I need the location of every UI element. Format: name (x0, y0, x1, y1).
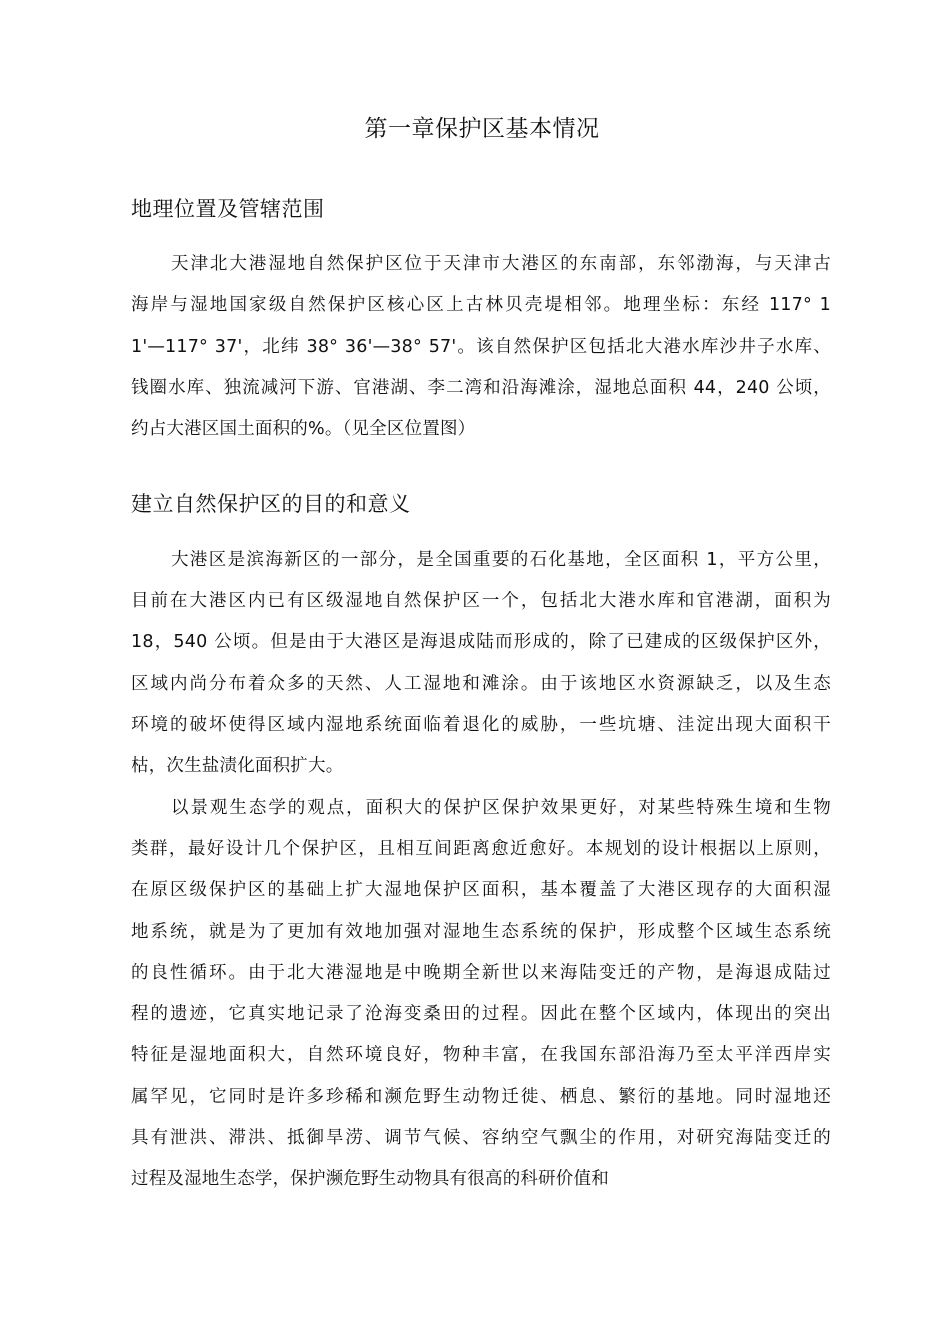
paragraph-line: 1'—117° 37'，北纬 38° 36'—38° 57'。该自然保护区包括北大港水库沙井子水库、 (131, 337, 831, 357)
paragraph-line: 以景观生态学的观点，面积大的保护区保护效果更好，对某些特殊生境和生物 (171, 798, 831, 818)
paragraph-line: 区域内尚分布着众多的天然、人工湿地和滩涂。由于该地区水资源缺乏，以及生态 (131, 674, 831, 694)
paragraph-line: 天津北大港湿地自然保护区位于天津市大港区的东南部，东邻渤海，与天津古 (171, 254, 831, 274)
paragraph-line: 枯，次生盐渍化面积扩大。 (131, 756, 344, 776)
paragraph-line: 类群，最好设计几个保护区，且相互间距离愈近愈好。本规划的设计根据以上原则， (131, 839, 831, 859)
paragraph-line: 18，540 公顷。但是由于大港区是海退成陆而形成的，除了已建成的区级保护区外， (131, 632, 831, 652)
paragraph-line: 属罕见，它同时是许多珍稀和濒危野生动物迁徙、栖息、繁衍的基地。同时湿地还 (131, 1087, 831, 1107)
paragraph-line: 海岸与湿地国家级自然保护区核心区上古林贝壳堤相邻。地理坐标：东经 117° 1 (131, 295, 831, 315)
paragraph-line: 大港区是滨海新区的一部分，是全国重要的石化基地，全区面积 1，平方公里， (171, 550, 831, 570)
paragraph-line: 过程及湿地生态学，保护濒危野生动物具有很高的科研价值和 (131, 1169, 609, 1189)
paragraph-line: 在原区级保护区的基础上扩大湿地保护区面积，基本覆盖了大港区现存的大面积湿 (131, 880, 831, 900)
section-heading-location: 地理位置及管辖范围 (131, 197, 325, 221)
paragraph-line: 环境的破坏使得区域内湿地系统面临着退化的威胁，一些坑塘、洼淀出现大面积干 (131, 715, 831, 735)
chapter-title: 第一章保护区基本情况 (364, 116, 600, 142)
paragraph-line: 具有泄洪、滞洪、抵御旱涝、调节气候、容纳空气飘尘的作用，对研究海陆变迁的 (131, 1128, 831, 1148)
paragraph-line: 的良性循环。由于北大港湿地是中晚期全新世以来海陆变迁的产物，是海退成陆过 (131, 963, 831, 983)
paragraph-line: 地系统，就是为了更加有效地加强对湿地生态系统的保护，形成整个区域生态系统 (131, 922, 831, 942)
section-heading-purpose: 建立自然保护区的目的和意义 (131, 492, 411, 516)
paragraph-line: 目前在大港区内已有区级湿地自然保护区一个，包括北大港水库和官港湖，面积为 (131, 591, 831, 611)
paragraph-line: 程的遗迹，它真实地记录了沧海变桑田的过程。因此在整个区域内，体现出的突出 (131, 1004, 831, 1024)
paragraph-line: 特征是湿地面积大，自然环境良好，物种丰富，在我国东部沿海乃至太平洋西岸实 (131, 1045, 831, 1065)
paragraph-line: 约占大港区国土面积的%。（见全区位置图） (131, 419, 476, 439)
paragraph-line: 钱圈水库、独流减河下游、官港湖、李二湾和沿海滩涂，湿地总面积 44，240 公顷， (131, 378, 831, 398)
